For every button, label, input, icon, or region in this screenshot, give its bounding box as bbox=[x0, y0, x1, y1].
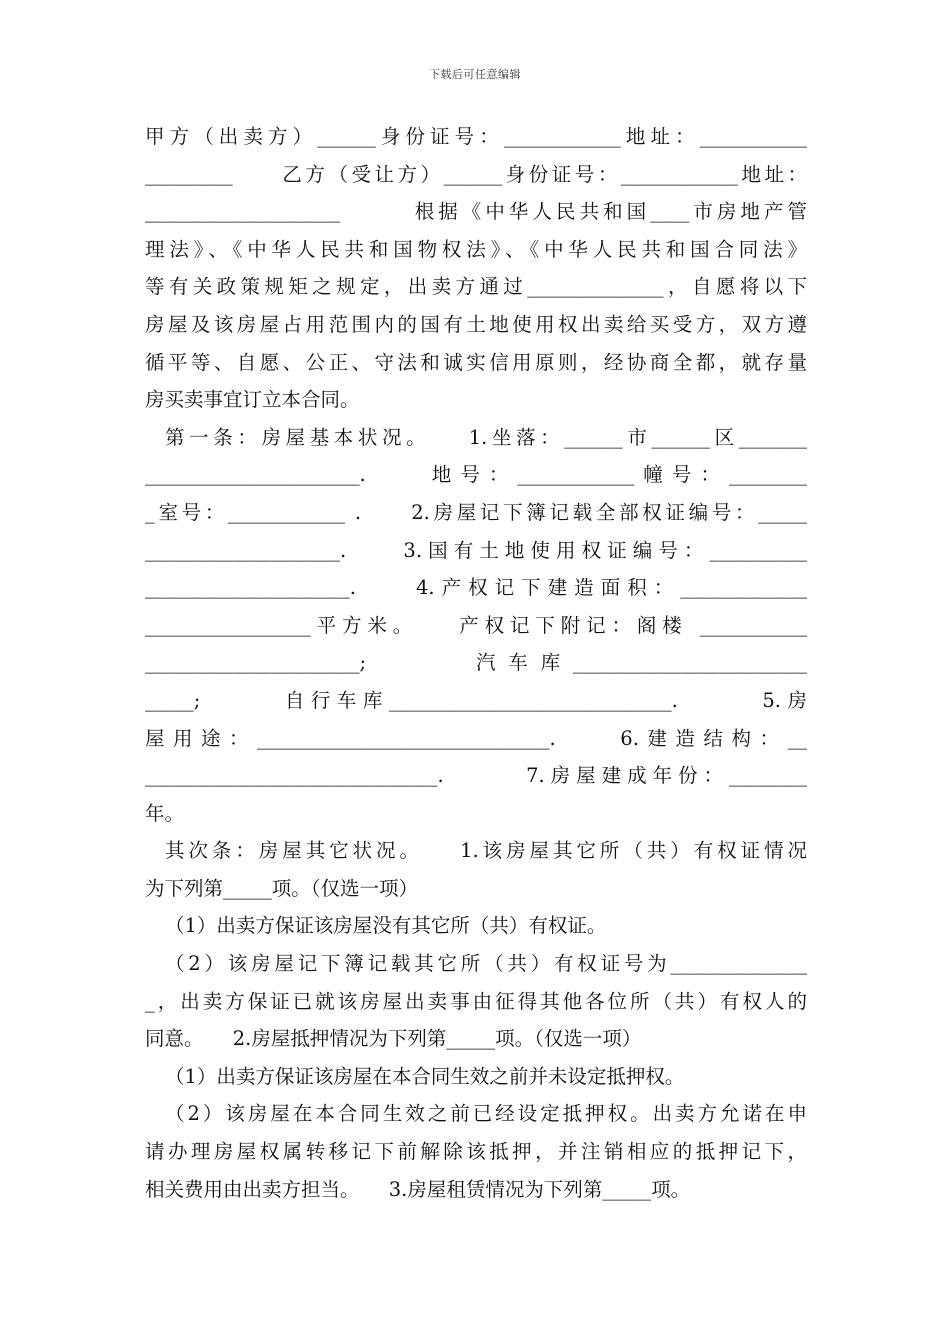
text-line: 为下列第_____项。（仅选一项） bbox=[145, 876, 419, 900]
text-line: 同意。 2.房屋抵押情况为下列第_____项。（仅选一项） bbox=[145, 1027, 642, 1051]
text-line: 循平等、自愿、公正、守法和诚实信用原则，经协商全都，就存量 bbox=[145, 350, 807, 374]
text-line: 甲方（出卖方）______身份证号：____________地址：___________ bbox=[145, 125, 807, 148]
text-line: ______________________. 地号：____________幢号：________ bbox=[145, 463, 807, 487]
text-line: _____; 自行车库_____________________________. 5.房 bbox=[145, 688, 807, 712]
text-line: _，出卖方保证已就该房屋出卖事由征得其他各位所（共）有权人的 bbox=[145, 989, 807, 1013]
text-line: ____________________ 根据《中华人民共和国____市房地产管 bbox=[145, 200, 807, 224]
text-line: 相关费用由出卖方担当。 3.房屋租赁情况为下列第_____项。 bbox=[145, 1177, 691, 1201]
text-line: 房买卖事宜订立本合同。 bbox=[145, 388, 360, 412]
text-line: 房屋及该房屋占用范围内的国有土地使用权出卖给买受方，双方遵 bbox=[145, 312, 807, 336]
text-line: ____________________. 3.国有土地使用权证编号：__________ bbox=[145, 538, 807, 562]
text-line: 第一条：房屋基本状况。 1.坐落：______市______区_______ bbox=[165, 425, 807, 449]
text-line: （1）出卖方保证该房屋没有其它所（共）有权证。 bbox=[165, 914, 607, 938]
text-line: _________________平方米。 产权记下附记：阁楼 ___________ bbox=[145, 613, 807, 637]
text-line: 屋用途：______________________________. 6.建造结构：__ bbox=[145, 726, 807, 750]
text-line: （1）出卖方保证该房屋在本合同生效之前并未设定抵押权。 bbox=[165, 1064, 685, 1088]
text-line: _________ 乙方（受让方）______身份证号：____________地址： bbox=[145, 162, 807, 186]
text-line: ______________________________. 7.房屋建成年份：________ bbox=[145, 764, 807, 788]
text-line: （2）该房屋在本合同生效之前已经设定抵押权。出卖方允诺在申 bbox=[165, 1102, 807, 1126]
text-line: （2）该房屋记下簿记载其它所（共）有权证号为______________ bbox=[165, 952, 807, 976]
text-line: 理法》、《中华人民共和国物权法》、《中华人民共和国合同法》 bbox=[145, 237, 807, 261]
text-line: _室号：____________ . 2.房屋记下簿记载全部权证编号：_____ bbox=[145, 500, 807, 524]
text-line: 请办理房屋权属转移记下前解除该抵押，并注销相应的抵押记下， bbox=[145, 1140, 807, 1164]
text-line: ______________________; 汽车库________________________ bbox=[145, 651, 807, 675]
text-line: 其次条：房屋其它状况。 1.该房屋其它所（共）有权证情况 bbox=[165, 839, 807, 863]
text-line: 等有关政策规矩之规定，出卖方通过______________，自愿将以下 bbox=[145, 275, 807, 299]
page-header: 下载后可任意编辑 bbox=[429, 68, 521, 81]
text-line: _____________________. 4.产权记下建造面积：_____________ bbox=[145, 576, 807, 600]
text-line: 年。 bbox=[145, 801, 185, 825]
contract-body bbox=[145, 118, 807, 1208]
